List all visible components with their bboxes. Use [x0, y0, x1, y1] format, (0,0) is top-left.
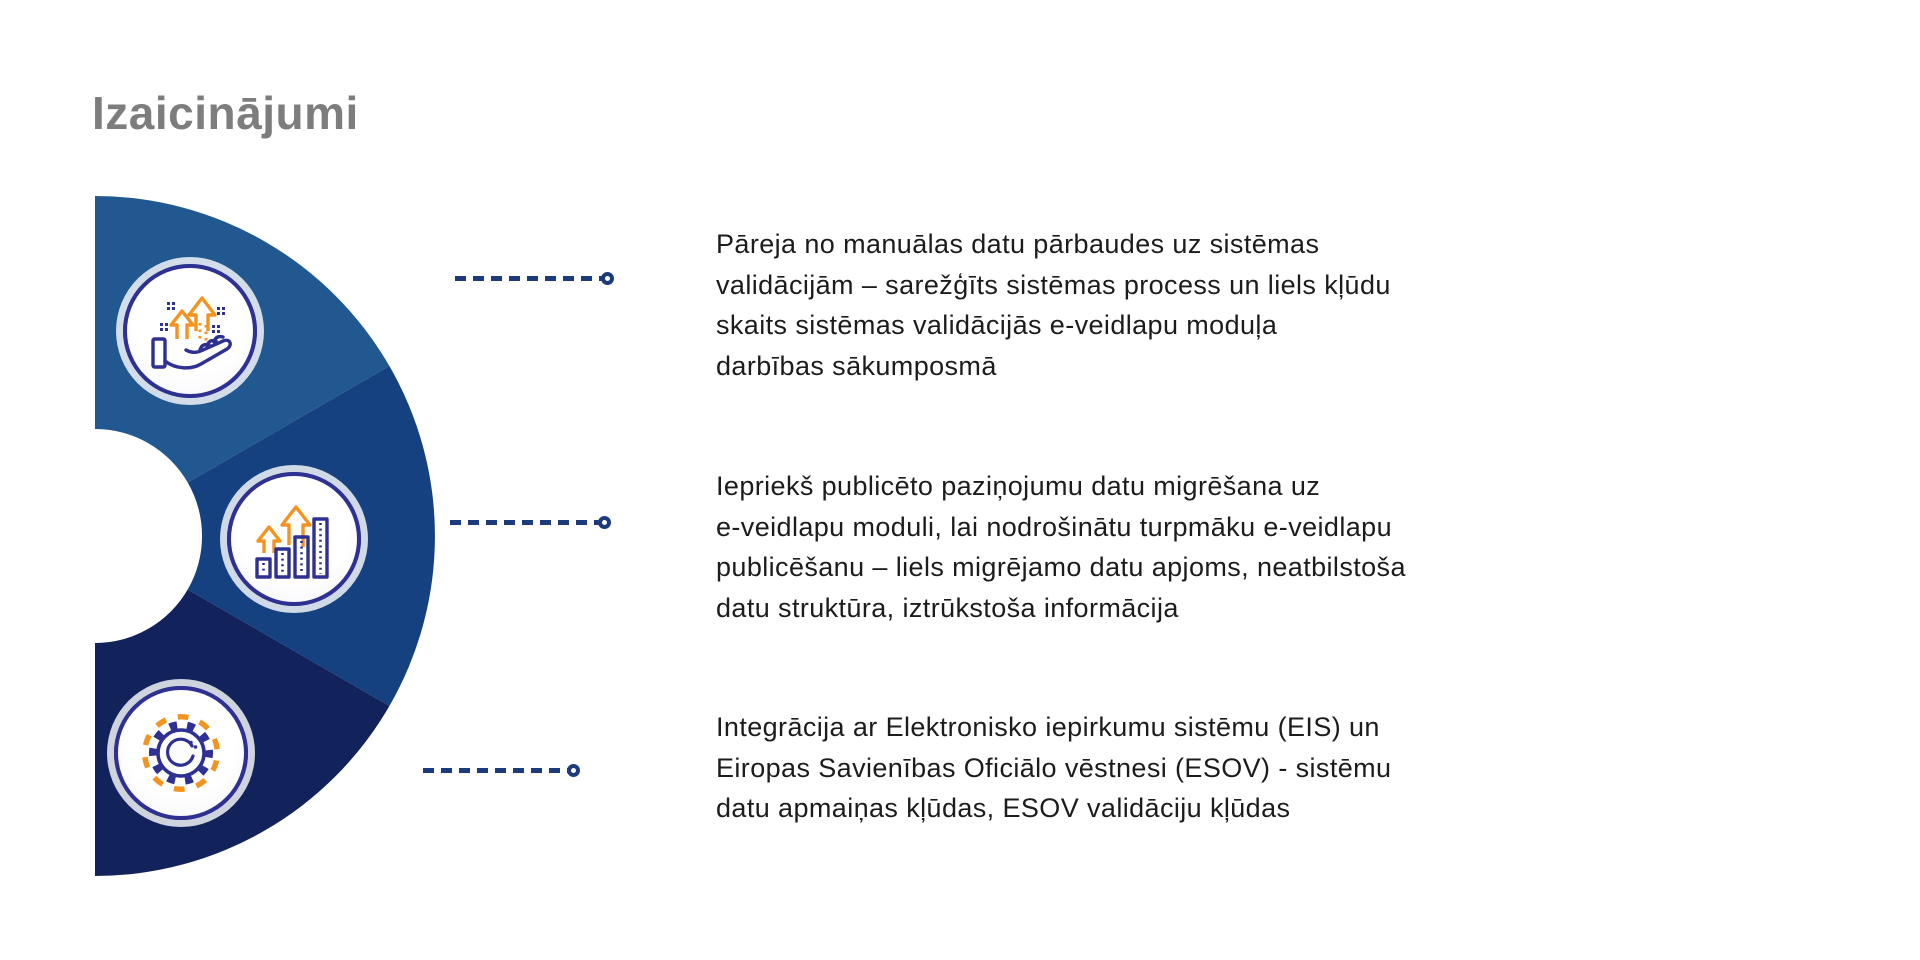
connector-ring-2 — [598, 516, 611, 529]
text-line: validācijām – sarežģīts sistēmas process un liels kļūdu — [716, 269, 1391, 300]
challenge-text-2 — [716, 466, 1406, 628]
text-line: Pāreja no manuālas datu pārbaudes uz sistēmas — [716, 229, 1320, 259]
text-line: Eiropas Savienības Oficiālo vēstnesi (ESOV) - sistēmu — [716, 752, 1392, 783]
text-line: e-veidlapu moduli, lai nodrošinātu turpmāku e-veidlapu — [716, 511, 1392, 542]
gears-icon — [131, 703, 231, 803]
connector-3 — [423, 760, 580, 781]
arc-diagram — [0, 0, 460, 960]
hand-outline — [153, 337, 230, 368]
text-line: Integrācija ar Elektronisko iepirkumu sistēmu (EIS) un — [716, 712, 1380, 742]
text-line: skaits sistēmas validācijās e-veidlapu moduļa — [716, 310, 1278, 340]
text-line: datu struktūra, iztrūkstoša informācija — [716, 592, 1179, 623]
challenge-text-1 — [716, 224, 1391, 386]
connector-dash-1 — [455, 276, 603, 281]
navy-gear — [150, 722, 212, 784]
connector-1 — [455, 268, 614, 289]
connector-2 — [450, 512, 611, 533]
challenge-text-3 — [716, 707, 1391, 829]
sparkle-dots — [160, 302, 225, 333]
bar-chart-growth-icon — [244, 489, 344, 589]
connector-ring-1 — [601, 272, 614, 285]
hand-growth-icon — [140, 281, 240, 381]
page-title: Izaicinājumi — [92, 87, 359, 139]
connector-ring-3 — [567, 764, 580, 777]
text-line: datu apmaiņas kļūdas, ESOV validāciju kļūdas — [716, 793, 1291, 823]
connector-dash-3 — [423, 768, 569, 773]
text-line: darbības sākumposmā — [716, 350, 997, 381]
connector-dash-2 — [450, 520, 600, 525]
growth-arrows — [171, 298, 215, 341]
growth-arrows — [258, 507, 310, 553]
text-line: Iepriekš publicēto paziņojumu datu migrēšana uz — [716, 471, 1321, 501]
hand-growth-icon-circle — [123, 264, 257, 398]
gears-icon-circle — [114, 686, 248, 820]
bar-chart-growth-icon-circle — [227, 472, 361, 606]
text-line: publicēšanu – liels migrējamo datu apjoms, neatbilstoša — [716, 552, 1406, 582]
